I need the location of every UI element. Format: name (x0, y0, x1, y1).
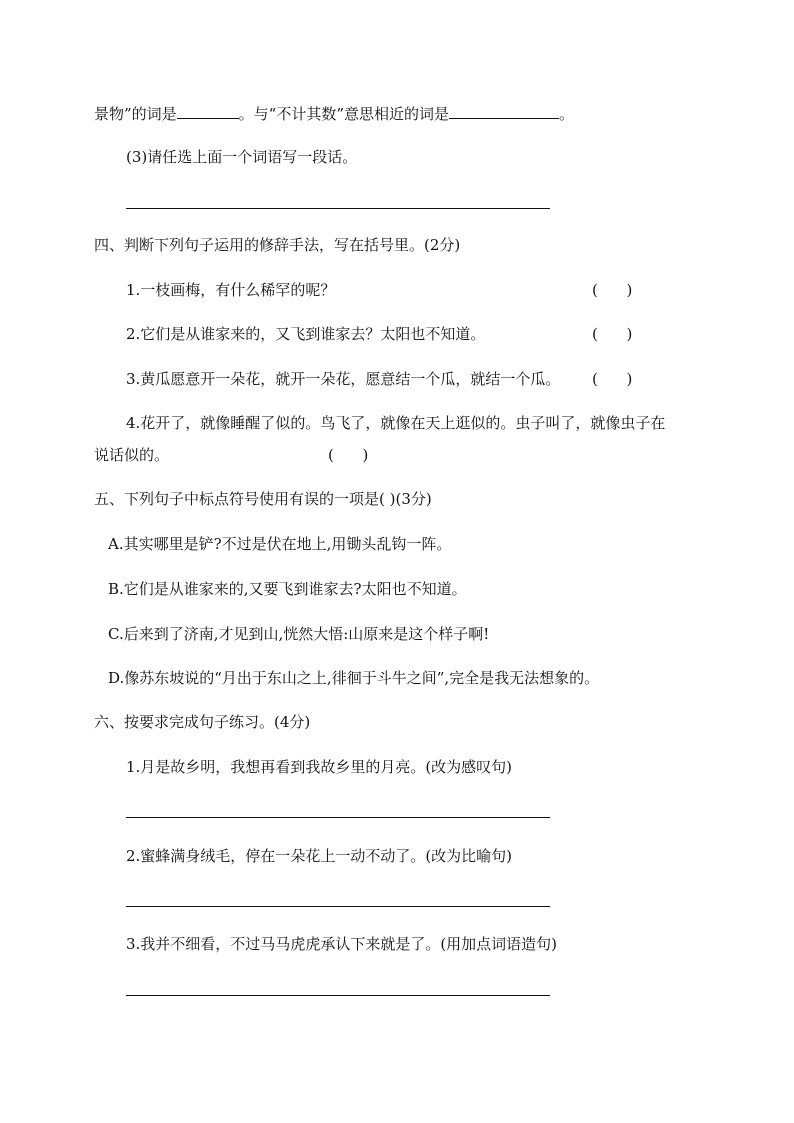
q6-writing-line-3[interactable] (126, 995, 550, 996)
q4-answer-paren-4[interactable]: ( ) (328, 446, 369, 464)
q6-writing-line-1[interactable] (126, 817, 550, 818)
q3-answer-line (94, 102, 574, 124)
answer-blank-2[interactable] (449, 102, 559, 119)
q6-item-3: 3.我并不细看，不过马马虎虎承认下来就是了。(用加点词语造句) (126, 935, 558, 953)
q5-option-c: C.后来到了济南,才见到山,恍然大悟:山原来是这个样子啊! (108, 625, 490, 643)
q6-writing-line-2[interactable] (126, 906, 550, 907)
q4-heading: 四、判断下列句子运用的修辞手法，写在括号里。(2分) (94, 236, 461, 254)
q4-item-4: 4.花开了，就像睡醒了似的。鸟飞了，就像在天上逛似的。虫子叫了，就像虫子在 (126, 414, 666, 432)
q4-item-1: 1.一枝画梅，有什么稀罕的呢？ (126, 281, 336, 299)
q4-item-3: 3.黄瓜愿意开一朵花，就开一朵花，愿意结一个瓜，就结一个瓜。 (126, 370, 561, 388)
q6-item-1: 1.月是故乡明，我想再看到我故乡里的月亮。(改为感叹句) (126, 758, 513, 776)
q5-option-a: A.其实哪里是铲?不过是伏在地上,用锄头乱钩一阵。 (108, 535, 452, 553)
q5-option-b: B.它们是从谁家来的,又要飞到谁家去?太阳也不知道。 (108, 580, 467, 598)
q4-item-2: 2.它们是从谁家来的，又飞到谁家去？太阳也不知道。 (126, 325, 486, 343)
q5-option-d: D.像苏东坡说的“月出于东山之上,徘徊于斗牛之间”,完全是我无法想象的。 (108, 669, 600, 687)
q6-heading: 六、按要求完成句子练习。(4分) (94, 713, 311, 731)
q3-sub3: (3)请任选上面一个词语写一段话。 (126, 148, 358, 166)
q5-heading: 五、下列句子中标点符号使用有误的一项是( )(3分) (94, 490, 432, 508)
q4-answer-paren-2[interactable]: ( ) (592, 325, 633, 343)
q3-text-c: 。 (559, 105, 575, 123)
q3-text-b: 。与“不计其数”意思相近的词是 (238, 105, 450, 123)
q4-answer-paren-3[interactable]: ( ) (592, 370, 633, 388)
q4-answer-paren-1[interactable]: ( ) (592, 281, 633, 299)
q6-item-2: 2.蜜蜂满身绒毛，停在一朵花上一动不动了。(改为比喻句) (126, 847, 513, 865)
q3-writing-line[interactable] (126, 208, 550, 209)
answer-blank-1[interactable] (177, 102, 239, 119)
q4-item-4-cont: 说话似的。 (94, 446, 170, 464)
q3-text-a: 景物”的词是 (94, 105, 177, 123)
